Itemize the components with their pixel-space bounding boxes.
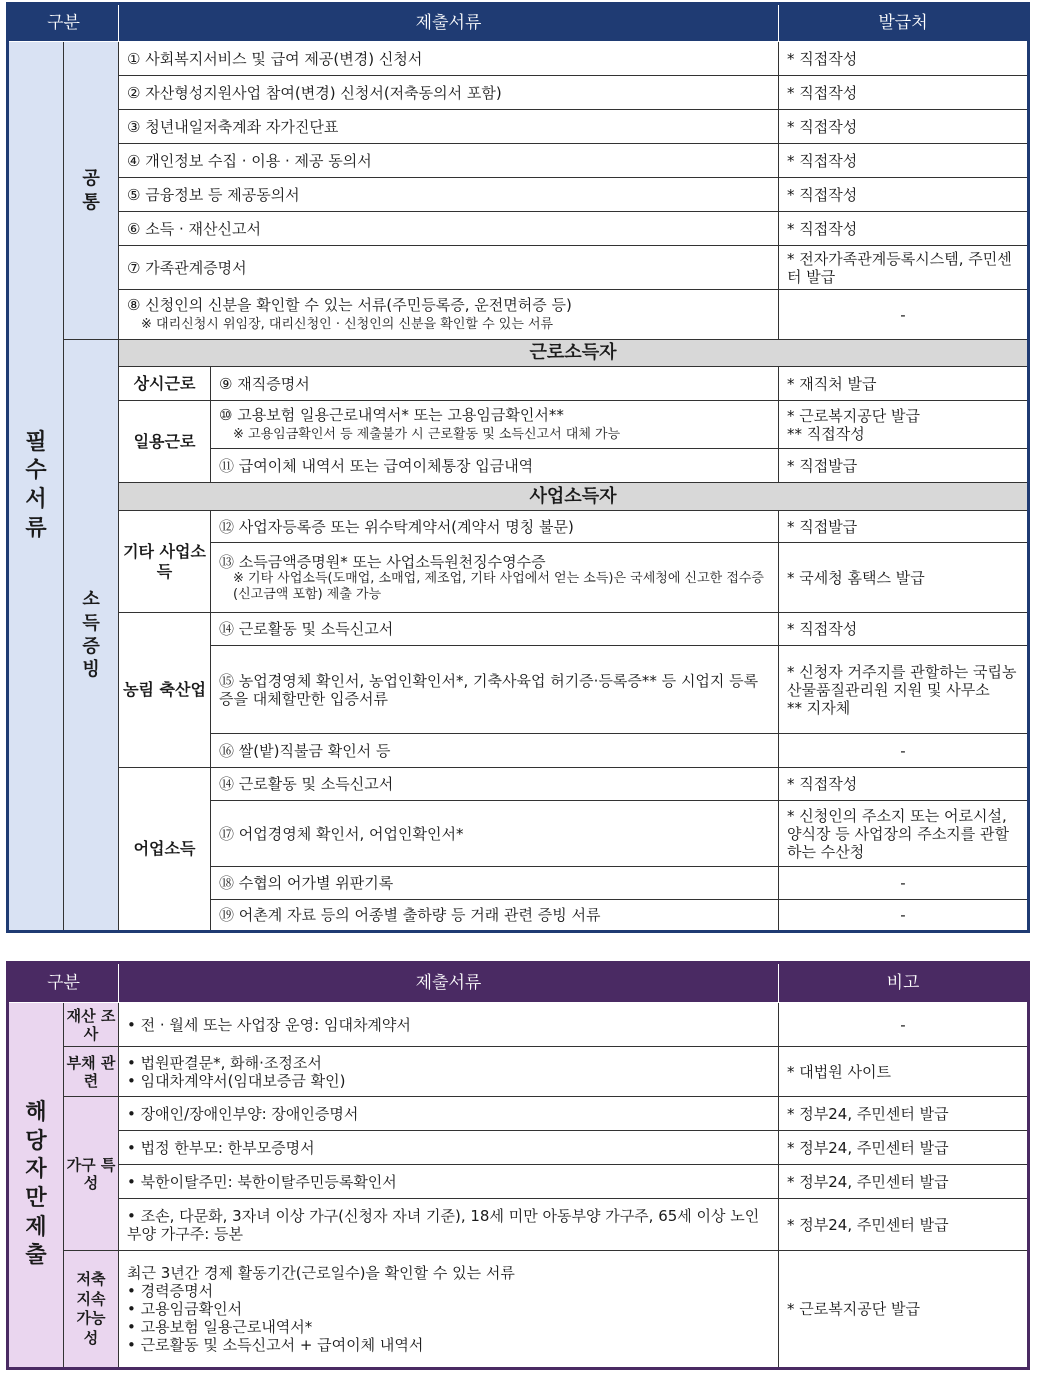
doc-cell: • 법정 한부모: 한부모증명서 xyxy=(119,1131,779,1165)
header-category: 구분 xyxy=(8,4,119,42)
doc-cell: ⑥ 소득 · 재산신고서 xyxy=(119,212,779,246)
doc-cell: • 전 · 월세 또는 사업장 운영: 임대차계약서 xyxy=(119,1003,779,1047)
table-row xyxy=(8,290,1029,340)
issuer-cell: * 직접작성 xyxy=(779,42,1029,76)
doc-bullet: • 임대차계약서(임대보증금 확인) xyxy=(127,1071,346,1090)
issuer-cell: * 재직처 발급 xyxy=(779,367,1029,401)
subcategory-household: 가구 특성 xyxy=(64,1097,119,1251)
remark-cell: * 정부24, 주민센터 발급 xyxy=(779,1097,1029,1131)
doc-text: ⑩ 고용보험 일용근로내역서* 또는 고용임금확인서** xyxy=(219,406,564,425)
header-documents: 제출서류 xyxy=(119,4,779,42)
issuer-cell: - xyxy=(779,867,1029,900)
table-row xyxy=(8,768,1029,801)
table-row xyxy=(8,110,1029,144)
doc-bullet: • 경력증명서 xyxy=(127,1282,214,1300)
doc-cell: ⑫ 사업자등록증 또는 위수탁계약서(계약서 명칭 불문) xyxy=(211,511,779,543)
doc-cell xyxy=(119,1251,779,1369)
table-row xyxy=(8,76,1029,110)
subcategory-common: 공통 xyxy=(64,42,119,340)
issuer-cell: * 신청인의 주소지 또는 어로시설, 양식장 등 사업장의 주소지를 관할하는 수산청 xyxy=(779,801,1029,867)
table-row xyxy=(8,1199,1029,1251)
banner-earned-income: 근로소득자 xyxy=(119,340,1029,367)
table-row xyxy=(8,483,1029,511)
table-row xyxy=(8,178,1029,212)
table-row xyxy=(8,1003,1029,1047)
issuer-line: ** 직접작성 xyxy=(787,424,865,443)
header-row xyxy=(8,963,1029,1003)
issuer-cell: * 직접발급 xyxy=(779,449,1029,483)
doc-cell: ⑦ 가족관계증명서 xyxy=(119,246,779,290)
doc-note: ※ 대리신청시 위임장, 대리신청인 · 신청인의 신분을 확인할 수 있는 서류 xyxy=(141,317,554,333)
table-row xyxy=(8,613,1029,646)
doc-cell: • 장애인/장애인부양: 장애인증명서 xyxy=(119,1097,779,1131)
doc-bullet: • 고용보험 일용근로내역서* xyxy=(127,1318,313,1336)
category-required: 필수서류 xyxy=(8,42,64,932)
issuer-line: ** 지자체 xyxy=(787,698,851,717)
doc-cell: • 조손, 다문화, 3자녀 이상 가구(신청자 자녀 기준), 18세 미만 아동부양 가구주, 65세 이상 노인부양 가구주: 등본 xyxy=(119,1199,779,1251)
group-daily-work: 일용근로 xyxy=(119,401,211,483)
table-row xyxy=(8,246,1029,290)
issuer-line: * 근로복지공단 발급 xyxy=(787,406,920,425)
table-row xyxy=(8,1097,1029,1131)
remark-cell: - xyxy=(779,1003,1029,1047)
remark-cell: * 근로복지공단 발급 xyxy=(779,1251,1029,1369)
category-conditional: 해당자만 제출 xyxy=(8,1003,64,1369)
subcategory-savings: 저축 지속 가능성 xyxy=(64,1251,119,1369)
doc-cell: ⑱ 수협의 어가별 위판기록 xyxy=(211,867,779,900)
table-row xyxy=(8,1047,1029,1097)
doc-note: ※ 고용임금확인서 등 제출불가 시 근로활동 및 소득신고서 대체 가능 xyxy=(233,427,621,443)
remark-cell: * 대법원 사이트 xyxy=(779,1047,1029,1097)
required-documents-table xyxy=(6,2,1030,933)
table-row xyxy=(8,401,1029,449)
header-row xyxy=(8,4,1029,42)
doc-cell: ⑮ 농업경영체 확인서, 농업인확인서*, 기축사육업 허기증·등록증** 등 시업지 등록증을 대체할만한 입증서류 xyxy=(211,646,779,734)
issuer-cell: - xyxy=(779,734,1029,768)
issuer-cell: - xyxy=(779,290,1029,340)
doc-cell: ⑰ 어업경영체 확인서, 어업인확인서* xyxy=(211,801,779,867)
header-issuer: 발급처 xyxy=(779,4,1029,42)
doc-cell: ① 사회복지서비스 및 급여 제공(변경) 신청서 xyxy=(119,42,779,76)
table-row xyxy=(8,144,1029,178)
header-remarks: 비고 xyxy=(779,963,1029,1003)
doc-cell xyxy=(119,1047,779,1097)
issuer-cell xyxy=(779,401,1029,449)
issuer-cell: * 직접작성 xyxy=(779,110,1029,144)
table-row xyxy=(8,1165,1029,1199)
issuer-cell: - xyxy=(779,900,1029,932)
issuer-cell: * 직접작성 xyxy=(779,212,1029,246)
issuer-cell: * 직접발급 xyxy=(779,511,1029,543)
issuer-cell: * 직접작성 xyxy=(779,76,1029,110)
table-row xyxy=(8,367,1029,401)
remark-cell: * 정부24, 주민센터 발급 xyxy=(779,1199,1029,1251)
conditional-documents-table xyxy=(6,961,1030,1370)
group-other-business: 기타 사업소득 xyxy=(119,511,211,613)
subcategory-property: 재산 조사 xyxy=(64,1003,119,1047)
table-row xyxy=(8,340,1029,367)
doc-intro: 최근 3년간 경제 활동기간(근로일수)을 확인할 수 있는 서류 xyxy=(127,1264,515,1282)
issuer-cell: * 전자가족관계등록시스템, 주민센터 발급 xyxy=(779,246,1029,290)
table-row xyxy=(8,212,1029,246)
table-row xyxy=(8,511,1029,543)
doc-bullet: • 고용임금확인서 xyxy=(127,1300,243,1318)
subcategory-debt: 부채 관련 xyxy=(64,1047,119,1097)
issuer-cell: * 국세청 홈택스 발급 xyxy=(779,543,1029,613)
doc-cell: ⑨ 재직증명서 xyxy=(211,367,779,401)
doc-bullet: • 근로활동 및 소득신고서 + 급여이체 내역서 xyxy=(127,1336,424,1354)
table-row xyxy=(8,42,1029,76)
subcategory-income: 소득증빙 xyxy=(64,340,119,932)
doc-cell: ⑪ 급여이체 내역서 또는 급여이체통장 입금내역 xyxy=(211,449,779,483)
doc-cell xyxy=(119,290,779,340)
doc-cell: ② 자산형성지원사업 참여(변경) 신청서(저축동의서 포함) xyxy=(119,76,779,110)
doc-cell: ④ 개인정보 수집 · 이용 · 제공 동의서 xyxy=(119,144,779,178)
issuer-cell: * 직접작성 xyxy=(779,144,1029,178)
issuer-cell: * 직접작성 xyxy=(779,613,1029,646)
doc-text: ⑧ 신청인의 신분을 확인할 수 있는 서류(주민등록증, 운전면허증 등) xyxy=(127,296,572,315)
doc-cell: ⑲ 어촌계 자료 등의 어종별 출하량 등 거래 관련 증빙 서류 xyxy=(211,900,779,932)
doc-cell: ⑭ 근로활동 및 소득신고서 xyxy=(211,768,779,801)
doc-cell xyxy=(211,401,779,449)
issuer-line: * 신청자 거주지를 관할하는 국립농산물품질관리원 지원 및 사무소 xyxy=(787,662,1017,699)
doc-cell: ⑯ 쌀(밭)직불금 확인서 등 xyxy=(211,734,779,768)
issuer-cell: * 직접작성 xyxy=(779,768,1029,801)
doc-cell xyxy=(211,543,779,613)
doc-bullet: • 법원판결문*, 화해·조정조서 xyxy=(127,1053,322,1072)
doc-cell: ⑤ 금융정보 등 제공동의서 xyxy=(119,178,779,212)
doc-cell: ⑭ 근로활동 및 소득신고서 xyxy=(211,613,779,646)
doc-cell: • 북한이탈주민: 북한이탈주민등록확인서 xyxy=(119,1165,779,1199)
group-farming: 농림 축산업 xyxy=(119,613,211,768)
issuer-cell xyxy=(779,646,1029,734)
remark-cell: * 정부24, 주민센터 발급 xyxy=(779,1165,1029,1199)
remark-cell: * 정부24, 주민센터 발급 xyxy=(779,1131,1029,1165)
doc-text: ⑬ 소득금액증명원* 또는 사업소득원천징수영수증 xyxy=(219,552,546,571)
header-category: 구분 xyxy=(8,963,119,1003)
doc-note: ※ 기타 사업소득(도매업, 소매업, 제조업, 기타 사업에서 얻는 소득)은 국세청에 신고한 접수증(신고금액 포함) 제출 가능 xyxy=(233,570,764,602)
banner-business-income: 사업소득자 xyxy=(119,483,1029,511)
issuer-cell: * 직접작성 xyxy=(779,178,1029,212)
header-documents: 제출서류 xyxy=(119,963,779,1003)
group-fishing: 어업소득 xyxy=(119,768,211,932)
table-row xyxy=(8,1131,1029,1165)
table-row xyxy=(8,1251,1029,1369)
doc-cell: ③ 청년내일저축계좌 자가진단표 xyxy=(119,110,779,144)
group-regular-work: 상시근로 xyxy=(119,367,211,401)
